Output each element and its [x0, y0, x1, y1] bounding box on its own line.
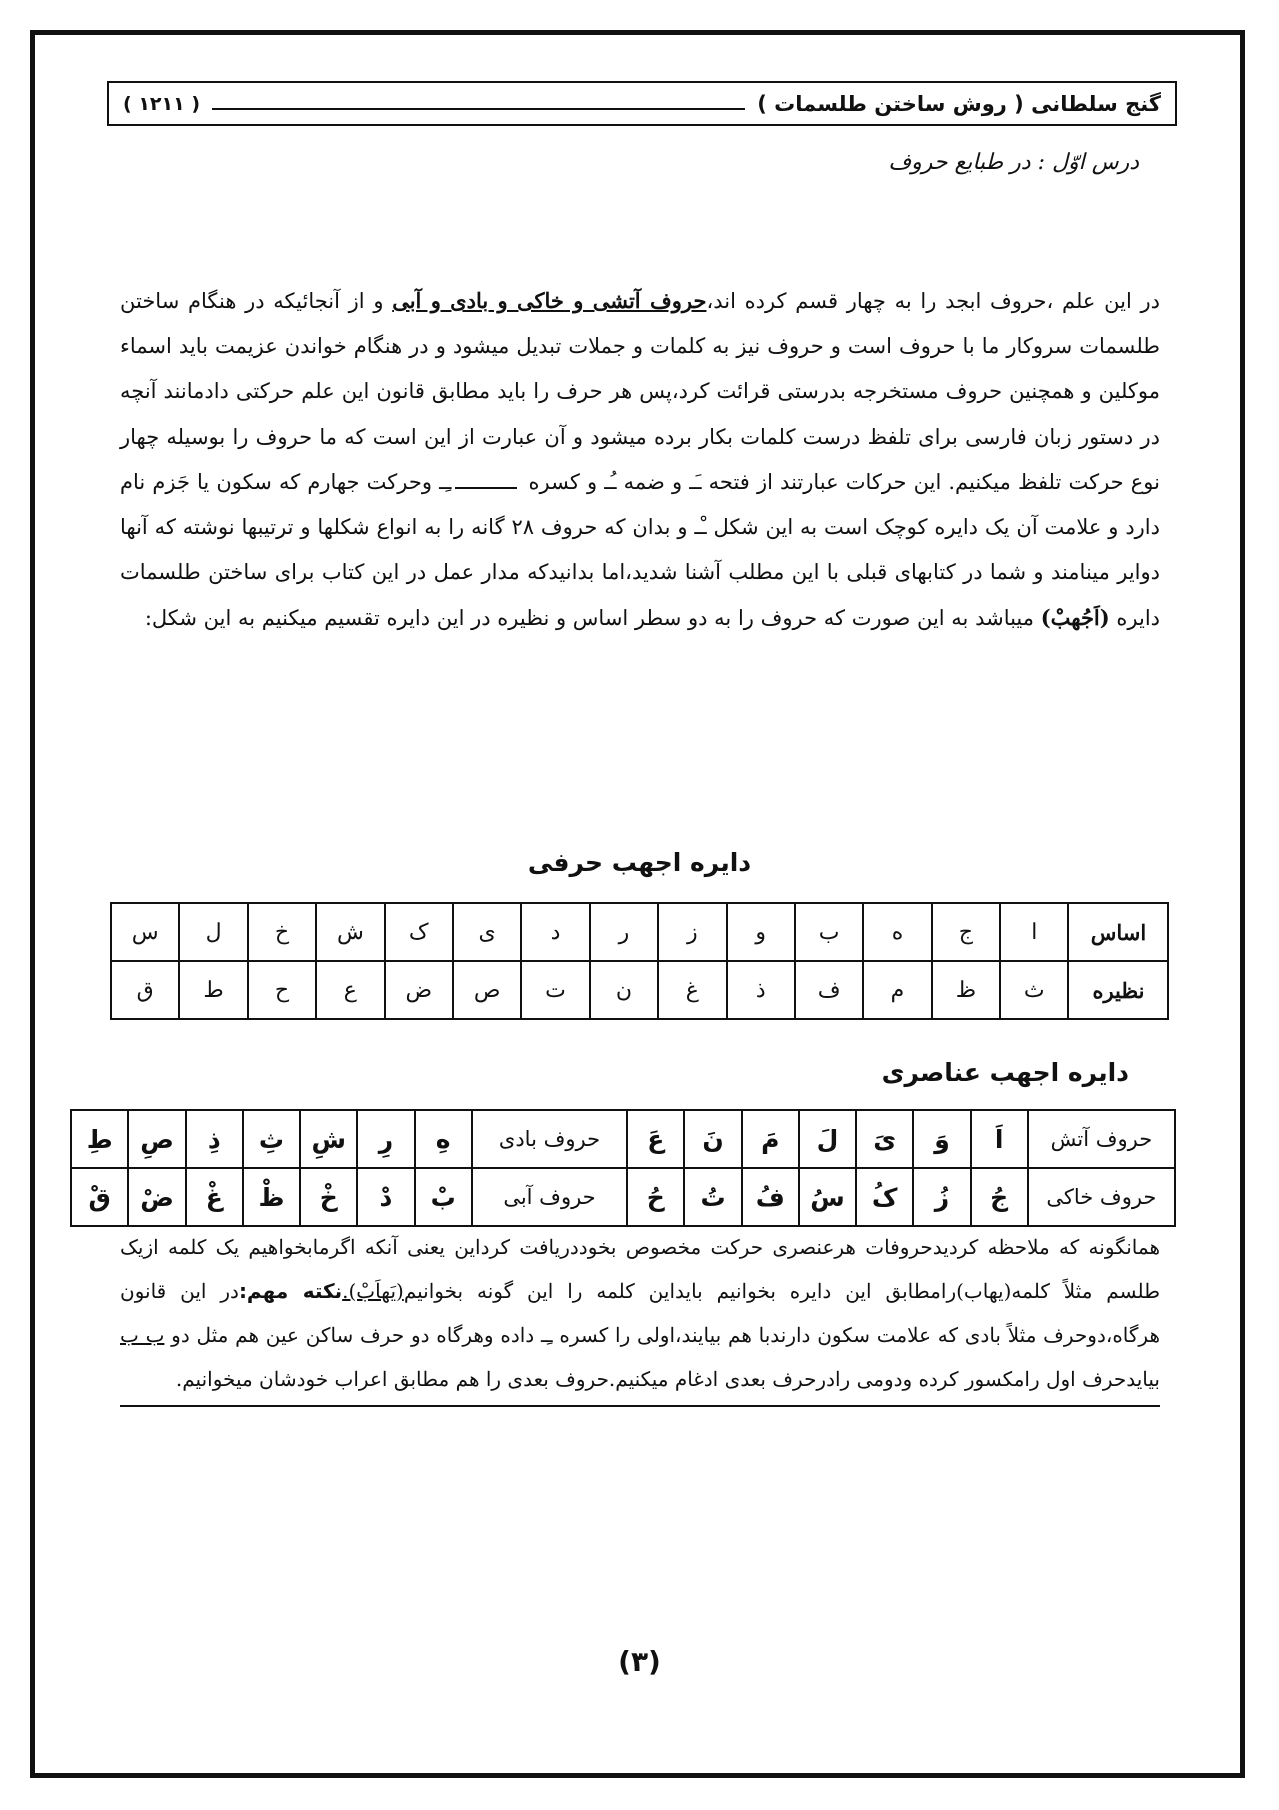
table-cell: مَ [742, 1110, 799, 1168]
table-cell: اَ [971, 1110, 1028, 1168]
page-header [107, 81, 1177, 126]
paragraph-text: و ضمه [616, 469, 690, 494]
table-cell: زُ [913, 1168, 970, 1226]
table-cell: ه [863, 903, 931, 961]
table1-title: دایره اجهب حرفی [527, 848, 752, 877]
table-cell: ضْ [128, 1168, 185, 1226]
note-paragraph [120, 1225, 1160, 1401]
header-rule [212, 108, 745, 110]
table-cell: ی [453, 903, 521, 961]
table-cell: ش [316, 903, 384, 961]
table-cell: ق [111, 961, 179, 1019]
table-cell: ت [521, 961, 589, 1019]
table-cell: ظ [932, 961, 1000, 1019]
table-cell: ج [932, 903, 1000, 961]
table-row [111, 961, 1168, 1019]
table-cell: ب [795, 903, 863, 961]
paragraph-text: در این علم ،حروف ابجد را به چهار قسم کرده اند، [706, 289, 1160, 313]
table-cell: ف [795, 961, 863, 1019]
table-cell: خْ [300, 1168, 357, 1226]
section-divider [120, 1405, 1160, 1407]
table-cell: خ [248, 903, 316, 961]
table-cell: دْ [357, 1168, 414, 1226]
lesson-title: درس اوّل : در طبایع حروف [888, 150, 1139, 175]
damma-mark: ـُـ [604, 469, 617, 494]
table-row [71, 1110, 1175, 1168]
book-title: گنج سلطانی ( روش ساختن طلسمات ) [757, 91, 1161, 116]
table-cell: کُ [856, 1168, 913, 1226]
table-cell: سُ [799, 1168, 856, 1226]
row-label: حروف بادی [472, 1110, 627, 1168]
intro-paragraph [120, 278, 1160, 642]
letters-table [110, 902, 1169, 1020]
kasra-line [455, 487, 517, 489]
table-cell: عَ [627, 1110, 684, 1168]
row-label: اساس [1068, 903, 1168, 961]
table-cell: ز [658, 903, 726, 961]
table-cell: ا [1000, 903, 1068, 961]
paragraph-text: همانگونه که ملاحظه کردیدحروفات هرعنصری حرکت مخصوص بخوددریافت کرداین یعنی آنکه اگرمابخواهیم یک کلمه ازیک طلسم مثلاً کلمه(یهاب)رامطابق این دایره بخوانیم بایداین کلمه را این گونه بخوانیم [120, 1235, 1161, 1303]
table-cell: صِ [128, 1110, 185, 1168]
paragraph-text: میباشد به این صورت که حروف را به دو سطر اساس و نظیره در این دایره تقسیم میکنیم به این شکل: [144, 606, 1041, 631]
table-cell: طِ [71, 1110, 128, 1168]
elements-table [70, 1109, 1176, 1227]
table-cell: بْ [415, 1168, 472, 1226]
row-label: حروف آتش [1028, 1110, 1175, 1168]
table-cell: هِ [415, 1110, 472, 1168]
table-cell: یَ [856, 1110, 913, 1168]
table-cell: لَ [799, 1110, 856, 1168]
paragraph-text: و بدان که حروف ۲۸ گانه را به انواع شکلها و ترتیبها نوشته که آنها دوایر مینامند و شما در کتابهای قبلی با این مطلب آشنا شدید،اما بدانیدکه مدار عمل در این کتاب برای ساختن طلسمات دایره [120, 515, 1160, 631]
table-cell: غ [658, 961, 726, 1019]
paragraph-text: در این قانون هرگاه،دوحرف مثلاً بادی که علامت سکون دارندبا هم بیایند،اولی را کسره ـِـ داده وهرگاه دو حرف ساکن عین هم مثل دو [120, 1279, 1161, 1347]
table-cell: نَ [684, 1110, 741, 1168]
sukun-mark: ـْـ [694, 515, 707, 540]
table-cell: ک [385, 903, 453, 961]
table-cell: ص [453, 961, 521, 1019]
table-cell: د [521, 903, 589, 961]
paragraph-text: و کسره [521, 469, 605, 494]
ajhab-term: (اَجُهبْ) [1040, 605, 1110, 631]
table-row [111, 903, 1168, 961]
row-label: حروف خاکی [1028, 1168, 1175, 1226]
table-cell: شِ [300, 1110, 357, 1168]
table-cell: فُ [742, 1168, 799, 1226]
table-cell: ن [590, 961, 658, 1019]
table-cell: غْ [186, 1168, 243, 1226]
table-cell: ط [179, 961, 247, 1019]
table-cell: رِ [357, 1110, 414, 1168]
table-cell: ح [248, 961, 316, 1019]
table-cell: ض [385, 961, 453, 1019]
fatha-mark: ـَـ [689, 469, 702, 494]
table-cell: ذ [727, 961, 795, 1019]
important-note-label: نکته مهم: [238, 1279, 343, 1303]
example-word: (یَهاَبْ). [342, 1279, 404, 1303]
table-cell: قْ [71, 1168, 128, 1226]
table-cell: جُ [971, 1168, 1028, 1226]
table-row [71, 1168, 1175, 1226]
paragraph-text: وحرکت جهارم که سکون یا جَزم نام دارد و علامت آن یک دایره کوچک است به این شکل [120, 469, 1160, 540]
paragraph-text: بیایدحرف اول رامکسور کرده ودومی رادرحرف بعدی ادغام میکنیم.حروف بعدی را هم مطابق اعراب خودشان میخوانیم. [175, 1367, 1160, 1391]
row-label: حروف آبی [472, 1168, 627, 1226]
table-cell: تُ [684, 1168, 741, 1226]
table-cell: حُ [627, 1168, 684, 1226]
table2-title: دایره اجهب عناصری [881, 1058, 1129, 1087]
table-cell: ث [1000, 961, 1068, 1019]
paragraph-text: و از آنجائیکه در هنگام ساختن طلسمات سروکار ما با حروف است و حروف نیز به کلمات و جملات تبدیل میشود و در هنگام خواندن عزیمت باید اسماء موکلین و همچنین حروف مستخرجه بدرستی قرائت کرد،پس هر حرف را باید مطابق قانون این علم حرکتی دادمانند آنچه در دستور زبان فارسی برای تلفظ درست کلمات بکار برده میشود و آن عبارت از این است که ما حروف را بوسیله چهار نوع حرکت تلفظ میکنیم. این حرکات عبارتند از فتحه [120, 289, 1160, 494]
example-letters: ب ب [120, 1323, 165, 1347]
table-cell: ذِ [186, 1110, 243, 1168]
table-cell: و [727, 903, 795, 961]
table-cell: ثِ [243, 1110, 300, 1168]
page-number: (۳) [618, 1645, 661, 1678]
row-label: نظیره [1068, 961, 1168, 1019]
page-code: ( ۱۲۱۱ ) [123, 92, 201, 115]
kasra-mark: ـِـ [439, 469, 452, 494]
table-cell: م [863, 961, 931, 1019]
table-cell: ل [179, 903, 247, 961]
table-cell: ظْ [243, 1168, 300, 1226]
table-cell: س [111, 903, 179, 961]
table-cell: ع [316, 961, 384, 1019]
elements-heading: حروف آتشی و خاکی و بادی و آبی [392, 288, 707, 313]
table-cell: ر [590, 903, 658, 961]
table-cell: وَ [913, 1110, 970, 1168]
